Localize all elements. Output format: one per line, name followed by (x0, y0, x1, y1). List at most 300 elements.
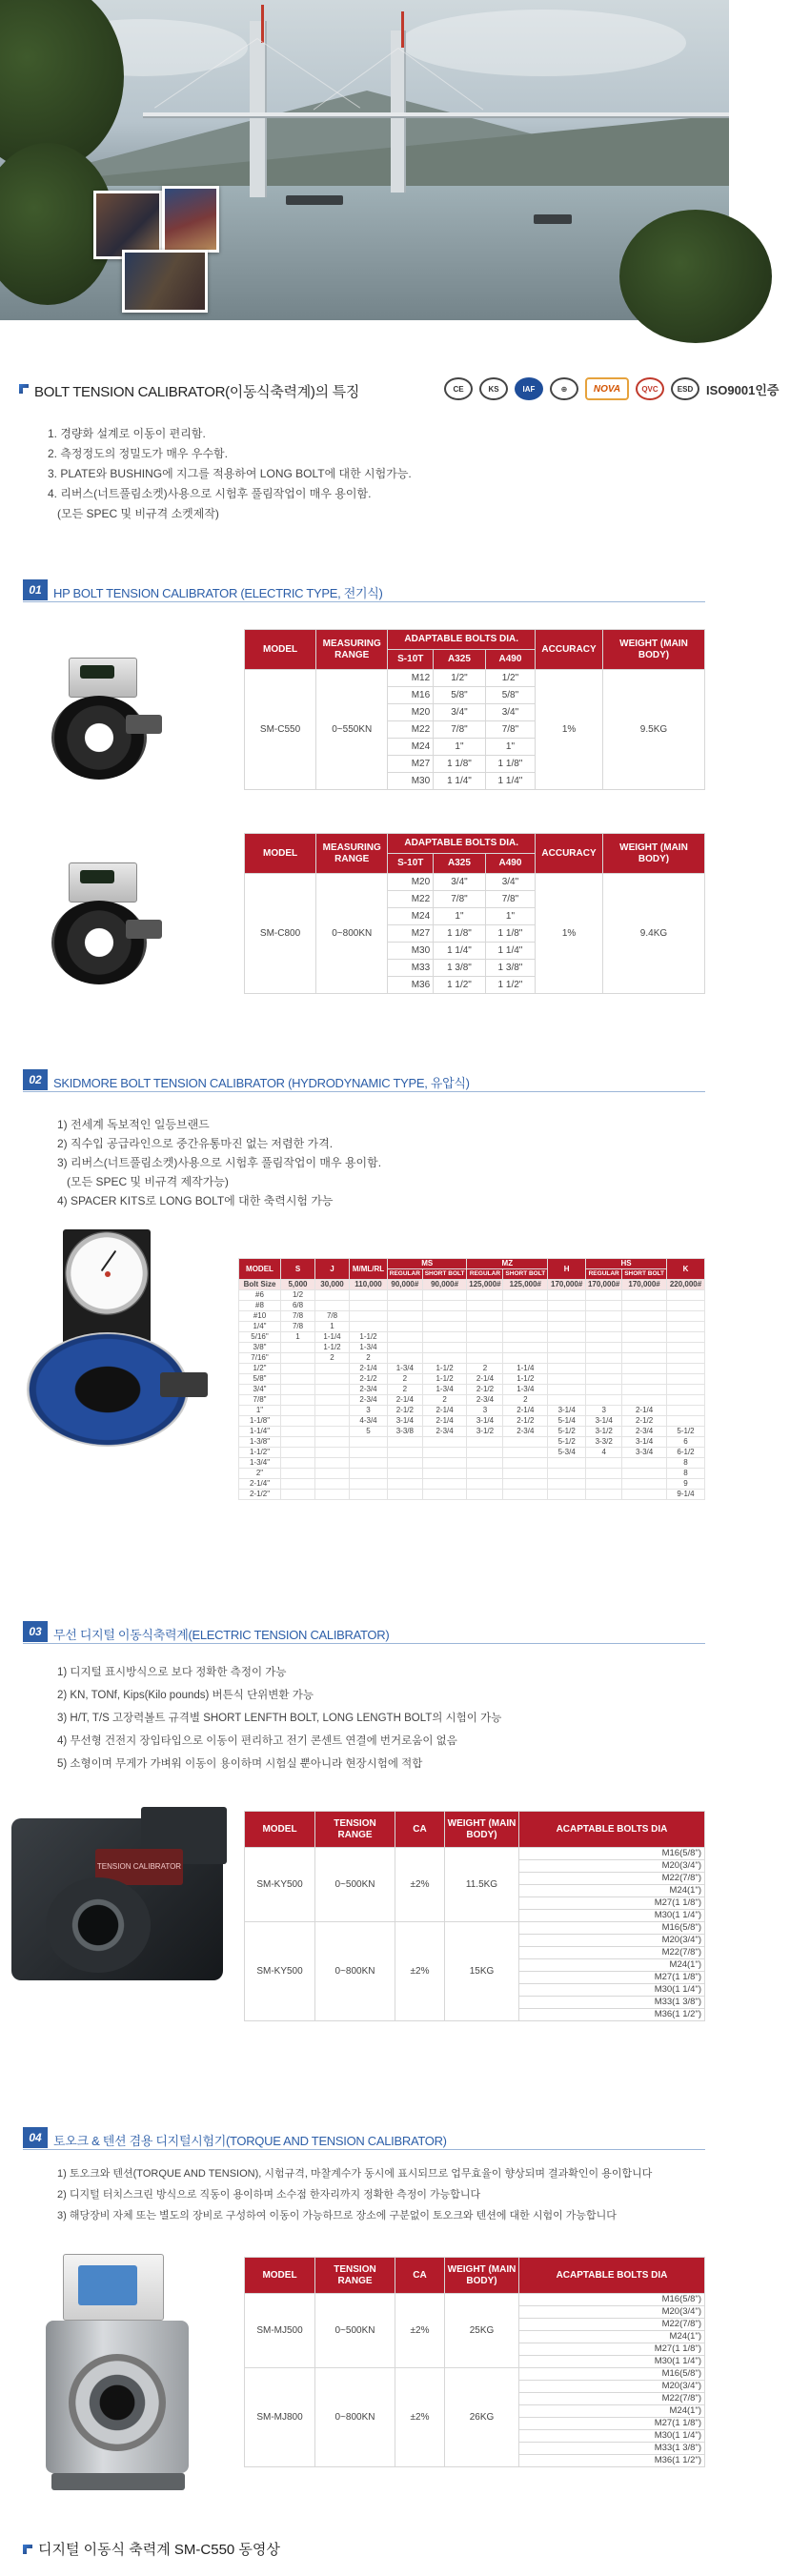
table-cell (503, 1479, 548, 1490)
tree (619, 210, 772, 343)
cell-model: SM-MJ800 (245, 2368, 315, 2467)
cell-weight: 25KG (445, 2294, 519, 2368)
list-item: 1) 전세계 독보적인 일등브랜드 (57, 1118, 210, 1131)
table-cell (281, 1406, 315, 1416)
ky-table-body (245, 1848, 705, 2021)
table-cell (350, 1322, 388, 1332)
table-cell: 9 (667, 1479, 705, 1490)
table-cell (422, 1332, 467, 1343)
table-cell: 3-1/2 (467, 1427, 503, 1437)
table-cell: 3-1/2 (586, 1427, 622, 1437)
cell: M22 (388, 891, 434, 908)
table-cell: 5-3/4 (548, 1448, 586, 1458)
table-cell (281, 1469, 315, 1479)
table-cell (467, 1469, 503, 1479)
table-cell (503, 1332, 548, 1343)
table-cell (350, 1479, 388, 1490)
rotary-chuck (69, 2354, 166, 2451)
table-cell (667, 1301, 705, 1311)
table-cell (467, 1479, 503, 1490)
cell-bolt: M20(3/4") (519, 1860, 705, 1873)
table-cell (548, 1490, 586, 1500)
cell: M20 (388, 874, 434, 891)
bridge-deck (143, 112, 729, 118)
table-cell (622, 1301, 667, 1311)
cell: M27 (388, 756, 434, 773)
table-cell: 2-3/4 (622, 1427, 667, 1437)
table-cell (388, 1448, 423, 1458)
qvc-logo-icon: QVC (636, 377, 664, 400)
table-cell: 7/8 (281, 1311, 315, 1322)
table-cell (281, 1448, 315, 1458)
table-cell: 1/2" (239, 1364, 281, 1374)
hp-spec-table-2 (244, 833, 705, 994)
bridge-pylon (391, 30, 406, 193)
cell: M24 (388, 908, 434, 925)
cell: M24 (388, 739, 434, 756)
table-cell: 3 (350, 1406, 388, 1416)
table-cell (281, 1479, 315, 1490)
table-cell: 4 (586, 1448, 622, 1458)
table-cell: 2-1/4 (422, 1416, 467, 1427)
table-cell (281, 1353, 315, 1364)
col-header: M/ML/RL (350, 1259, 388, 1280)
table-row (239, 1311, 705, 1322)
table-cell (388, 1290, 423, 1301)
nova-logo-icon: NOVA (585, 377, 629, 400)
table-cell: 6-1/2 (667, 1448, 705, 1458)
wireless-feature-list (57, 1661, 501, 1775)
table-cell (503, 1458, 548, 1469)
col-range: TENSION RANGE (315, 1812, 395, 1848)
hp-calibrator-sm-c800-image (50, 862, 164, 996)
table-cell: 3-1/4 (586, 1416, 622, 1427)
cell: 1/2" (485, 670, 535, 687)
video-section-header (23, 2538, 705, 2561)
table-cell (315, 1458, 350, 1469)
cell: M30 (388, 943, 434, 960)
section-number: 02 (23, 1069, 48, 1090)
table-cell (422, 1479, 467, 1490)
table-cell (622, 1322, 667, 1332)
table-cell: 90,000# (388, 1280, 423, 1290)
table-cell (388, 1437, 423, 1448)
table-cell (422, 1322, 467, 1332)
load-cell-ring (51, 696, 147, 780)
table-cell (315, 1290, 350, 1301)
table-cell (586, 1343, 622, 1353)
table-cell (667, 1343, 705, 1353)
table-cell (548, 1395, 586, 1406)
table-cell: 2-1/2 (503, 1416, 548, 1427)
table-cell: 7/8 (315, 1311, 350, 1322)
table-cell (586, 1364, 622, 1374)
list-item: (모든 SPEC 및 비규격 제작가능) (57, 1175, 229, 1188)
table-cell (388, 1353, 423, 1364)
table-cell (315, 1374, 350, 1385)
cell-bolt: M16(5/8") (519, 2368, 705, 2381)
table-cell (503, 1448, 548, 1458)
cell: 5/8" (485, 687, 535, 704)
barge (286, 195, 343, 205)
table-row (239, 1490, 705, 1500)
cell-weight: 15KG (445, 1922, 519, 2021)
socket-handle (126, 715, 162, 734)
cell: 1 1/4" (434, 773, 486, 790)
cell-weight: 9.5KG (602, 670, 704, 790)
cell: M16 (388, 687, 434, 704)
socket-handle (126, 920, 162, 939)
list-item: 1) 토오크와 텐션(TORQUE AND TENSION), 시험규격, 마찰계수가 동시에 표시되므로 업무효율이 향상되며 결과확인이 용이합니다 (57, 2168, 653, 2180)
table-row (239, 1395, 705, 1406)
table-cell (548, 1353, 586, 1364)
col-a325: A325 (434, 854, 486, 874)
cell-model: SM-MJ500 (245, 2294, 315, 2368)
table-cell (548, 1479, 586, 1490)
table-cell (315, 1416, 350, 1427)
cell-bolt: M27(1 1/8") (519, 2418, 705, 2430)
table-cell (622, 1343, 667, 1353)
cell-bolt: M27(1 1/8") (519, 2343, 705, 2356)
barge (534, 214, 572, 224)
table-cell (586, 1374, 622, 1385)
cell-bolt: M27(1 1/8") (519, 1897, 705, 1910)
table-cell (548, 1290, 586, 1301)
table-cell (586, 1332, 622, 1343)
col-weight: WEIGHT (MAIN BODY) (445, 1812, 519, 1848)
cell: 1 1/8" (485, 756, 535, 773)
table-cell (503, 1290, 548, 1301)
cell: 1/2" (434, 670, 486, 687)
table-cell: 2-3/4 (467, 1395, 503, 1406)
table-row (239, 1469, 705, 1479)
table-cell (622, 1395, 667, 1406)
table-cell (503, 1343, 548, 1353)
table-cell: 170,000# (548, 1280, 586, 1290)
table-cell (548, 1332, 586, 1343)
hero-photo (0, 0, 729, 320)
table-cell: 1-3/4 (350, 1343, 388, 1353)
crane (261, 5, 264, 43)
table-cell (622, 1385, 667, 1395)
table-row (239, 1448, 705, 1458)
table-cell (315, 1427, 350, 1437)
table-cell: 2-1/4 (622, 1406, 667, 1416)
table-cell (548, 1311, 586, 1322)
list-item: 4) SPACER KITS로 LONG BOLT에 대한 축력시험 가능 (57, 1194, 334, 1207)
table-cell: 5/8" (239, 1374, 281, 1385)
mj-table-body (245, 2294, 705, 2467)
table-cell (422, 1353, 467, 1364)
cell: M33 (388, 960, 434, 977)
list-item: 4) 무선형 건전지 장입타입으로 이동이 편리하고 전기 콘센트 연결에 번거로움이 없음 (57, 1735, 457, 1747)
table-cell: 1/4" (239, 1322, 281, 1332)
cloud (400, 10, 686, 76)
table-cell: 8 (667, 1458, 705, 1469)
cell-range: 0~500KN (315, 2294, 395, 2368)
table-cell (422, 1490, 467, 1500)
cell-weight: 26KG (445, 2368, 519, 2467)
table-cell: 1-3/4 (422, 1385, 467, 1395)
table-row (239, 1406, 705, 1416)
ks-mark-icon: KS (479, 377, 508, 400)
table-cell: 2 (350, 1353, 388, 1364)
table-cell (622, 1290, 667, 1301)
hp-calibrator-sm-c550-image (50, 658, 164, 791)
bolt-hole (46, 1877, 151, 1973)
section-title: SKIDMORE BOLT TENSION CALIBRATOR (HYDRODYNAMIC TYPE, 유압식) (53, 1076, 470, 1090)
section-01-header (23, 579, 705, 602)
table-cell (586, 1458, 622, 1469)
col-accuracy: ACCURACY (536, 834, 603, 874)
table-cell (467, 1301, 503, 1311)
cell-ca: ±2% (395, 2294, 445, 2368)
table-cell: 5/16" (239, 1332, 281, 1343)
col-range: TENSION RANGE (315, 2258, 395, 2294)
cell: 7/8" (434, 721, 486, 739)
cell: 1 1/2" (485, 977, 535, 994)
section-number: 03 (23, 1621, 48, 1642)
table-cell: 2-1/4 (350, 1364, 388, 1374)
cell: 1 3/8" (434, 960, 486, 977)
torque-tension-calibrator-image (46, 2254, 203, 2497)
table-cell: 3-3/8 (388, 1427, 423, 1437)
cell-model: SM-C550 (245, 670, 316, 790)
col-header: SHORT BOLT (503, 1269, 548, 1280)
table-cell: 1-1/4 (503, 1364, 548, 1374)
table-cell (315, 1448, 350, 1458)
table-cell: 2-1/4 (388, 1395, 423, 1406)
table-cell (388, 1469, 423, 1479)
table-cell: 5-1/2 (548, 1427, 586, 1437)
section-title: HP BOLT TENSION CALIBRATOR (ELECTRIC TYPE, 전기식) (53, 586, 383, 600)
base (51, 2473, 185, 2490)
cell: 5/8" (434, 687, 486, 704)
table-cell: 1 (281, 1332, 315, 1343)
col-group-header: HS (586, 1259, 667, 1269)
table-cell: #6 (239, 1290, 281, 1301)
cell: M30 (388, 773, 434, 790)
square-bullet-icon (19, 384, 29, 394)
table-cell: 2-1/4" (239, 1479, 281, 1490)
table-cell (586, 1385, 622, 1395)
col-model: MODEL (245, 834, 316, 874)
table-cell: Bolt Size (239, 1280, 281, 1290)
cell: 7/8" (485, 721, 535, 739)
table-cell: 3/8" (239, 1343, 281, 1353)
table-cell: 2 (422, 1395, 467, 1406)
table-cell (622, 1469, 667, 1479)
table-row (239, 1437, 705, 1448)
cell: 1 1/4" (485, 943, 535, 960)
table-cell: 1-1/2 (350, 1332, 388, 1343)
col-header: SHORT BOLT (622, 1269, 667, 1280)
cell-range: 0~500KN (315, 1848, 395, 1922)
table-cell (548, 1458, 586, 1469)
table-cell: 2-3/4 (350, 1395, 388, 1406)
table-cell: 8 (667, 1469, 705, 1479)
cell-model: SM-KY500 (245, 1922, 315, 2021)
table-cell (281, 1343, 315, 1353)
table-cell (667, 1416, 705, 1427)
table-row (239, 1416, 705, 1427)
table-cell (422, 1437, 467, 1448)
esd-logo-icon: ESD (671, 377, 699, 400)
cell-range: 0~550KN (316, 670, 388, 790)
section-title: 토오크 & 텐션 겸용 디지털시험기(TORQUE AND TENSION CALIBRATOR) (53, 2134, 447, 2148)
torque-feature-list (57, 2163, 652, 2226)
cell-bolt: M24(1") (519, 2405, 705, 2418)
table-cell: 3 (467, 1406, 503, 1416)
cell-bolt: M27(1 1/8") (519, 1972, 705, 1984)
table-cell (315, 1406, 350, 1416)
col-weight: WEIGHT (MAIN BODY) (602, 630, 704, 670)
table-cell: 2-1/2 (467, 1385, 503, 1395)
table-cell: 2-1/2 (350, 1374, 388, 1385)
cell: 1 1/8" (434, 925, 486, 943)
col-header: H (548, 1259, 586, 1280)
table-cell (350, 1437, 388, 1448)
table-cell: 6/8 (281, 1301, 315, 1311)
table-row (239, 1427, 705, 1437)
list-item: 2) KN, TONf, Kips(Kilo pounds) 버튼식 단위변환 가능 (57, 1690, 314, 1701)
table-cell (315, 1490, 350, 1500)
list-item: 2. 측정정도의 정밀도가 매우 우수함. (48, 447, 228, 460)
table-cell: 1-1/2" (239, 1448, 281, 1458)
col-header: J (315, 1259, 350, 1280)
table-row (245, 1848, 705, 1860)
table-cell: 125,000# (503, 1280, 548, 1290)
table-cell (503, 1301, 548, 1311)
table-row (239, 1322, 705, 1332)
table-cell: 170,000# (622, 1280, 667, 1290)
lcd-screen (80, 665, 114, 679)
col-header: K (667, 1259, 705, 1280)
table-row (245, 874, 705, 891)
table-cell (422, 1458, 467, 1469)
table-cell (667, 1395, 705, 1406)
table-cell: 2-1/4 (503, 1406, 548, 1416)
cell-ca: ±2% (395, 2368, 445, 2467)
col-adaptable: ADAPTABLE BOLTS DIA. (388, 834, 536, 854)
cell-ca: ±2% (395, 1922, 445, 2021)
table-cell: 2 (503, 1395, 548, 1406)
cell: M20 (388, 704, 434, 721)
table-row (239, 1479, 705, 1490)
table-cell (586, 1395, 622, 1406)
table-cell: 1-1/2 (422, 1374, 467, 1385)
iaf-logo-icon: IAF (515, 377, 543, 400)
table-cell: 6 (667, 1437, 705, 1448)
section-number: 01 (23, 579, 48, 600)
col-group-header: MZ (467, 1259, 548, 1269)
table-cell (388, 1301, 423, 1311)
table-cell (503, 1469, 548, 1479)
table-row (245, 670, 705, 687)
table-cell (586, 1311, 622, 1322)
table-cell (622, 1332, 667, 1343)
col-bolts: ACAPTABLE BOLTS DIA (519, 1812, 705, 1848)
section-title: 무선 디지털 이동식축력계(ELECTRIC TENSION CALIBRATOR) (53, 1628, 390, 1642)
cell-bolt: M24(1") (519, 2331, 705, 2343)
cell: 1 1/8" (434, 756, 486, 773)
col-header: SHORT BOLT (422, 1269, 467, 1280)
table-cell (586, 1322, 622, 1332)
list-item: 2) 직수입 공급라인으로 중간유통마진 없는 저렴한 가격. (57, 1137, 334, 1150)
cell: 3/4" (434, 874, 486, 891)
cell-bolt: M22(7/8") (519, 1947, 705, 1959)
table-cell (467, 1332, 503, 1343)
table-cell (548, 1374, 586, 1385)
table-cell (388, 1311, 423, 1322)
square-bullet-icon (23, 2545, 32, 2554)
video-section-title: 디지털 이동식 축력계 SM-C550 동영상 (38, 2542, 280, 2558)
table-cell (622, 1311, 667, 1322)
table-cell: 30,000 (315, 1280, 350, 1290)
cell-range: 0~800KN (316, 874, 388, 994)
table-row (245, 2368, 705, 2381)
feature-title: BOLT TENSION CALIBRATOR(이동식축력계)의 특징 (34, 384, 360, 400)
col-a490: A490 (485, 854, 535, 874)
cell-ca: ±2% (395, 1848, 445, 1922)
table-cell: 3-3/4 (622, 1448, 667, 1458)
cell-model: SM-KY500 (245, 1848, 315, 1922)
table-cell: 2-3/4 (350, 1385, 388, 1395)
col-s10t: S-10T (388, 650, 434, 670)
table-cell (350, 1469, 388, 1479)
table-cell (667, 1322, 705, 1332)
table-row (239, 1364, 705, 1374)
table-cell (388, 1479, 423, 1490)
list-item: 4. 리버스(너트풀림소켓)사용으로 시험후 풀림작업이 매우 용이함. (48, 487, 372, 500)
table-cell (622, 1353, 667, 1364)
table-cell (281, 1416, 315, 1427)
table-cell: 1-3/4 (388, 1364, 423, 1374)
table-cell (667, 1374, 705, 1385)
col-accuracy: ACCURACY (536, 630, 603, 670)
worker-photo (162, 186, 219, 253)
table-cell: #10 (239, 1311, 281, 1322)
table-cell (422, 1469, 467, 1479)
table-cell: 1-1/4" (239, 1427, 281, 1437)
table-cell: 7/8 (281, 1322, 315, 1332)
table-cell: 1-3/4" (239, 1458, 281, 1469)
table-cell: 1-1/2 (422, 1364, 467, 1374)
table-row (239, 1458, 705, 1469)
col-header: REGULAR (388, 1269, 423, 1280)
table-cell: 3-1/4 (467, 1416, 503, 1427)
table-cell: 2" (239, 1469, 281, 1479)
list-item: 2) 디지털 터치스크린 방식으로 직동이 용이하며 소수점 한자리까지 정확한 측정이 가능합니다 (57, 2189, 481, 2201)
table-cell: 170,000# (586, 1280, 622, 1290)
table-cell (350, 1458, 388, 1469)
table-cell: 2-3/4 (422, 1427, 467, 1437)
cell: 1 3/8" (485, 960, 535, 977)
cell: M27 (388, 925, 434, 943)
table-cell (622, 1374, 667, 1385)
cell: M36 (388, 977, 434, 994)
cell-range: 0~800KN (315, 1922, 395, 2021)
table-cell: 3 (586, 1406, 622, 1416)
table-cell (422, 1301, 467, 1311)
cell: 1 1/2" (434, 977, 486, 994)
col-range: MEASURING RANGE (316, 834, 388, 874)
table-cell (281, 1437, 315, 1448)
bridge-pylon (250, 21, 267, 197)
cell: 1 1/4" (485, 773, 535, 790)
col-ca: CA (395, 1812, 445, 1848)
col-a325: A325 (434, 650, 486, 670)
